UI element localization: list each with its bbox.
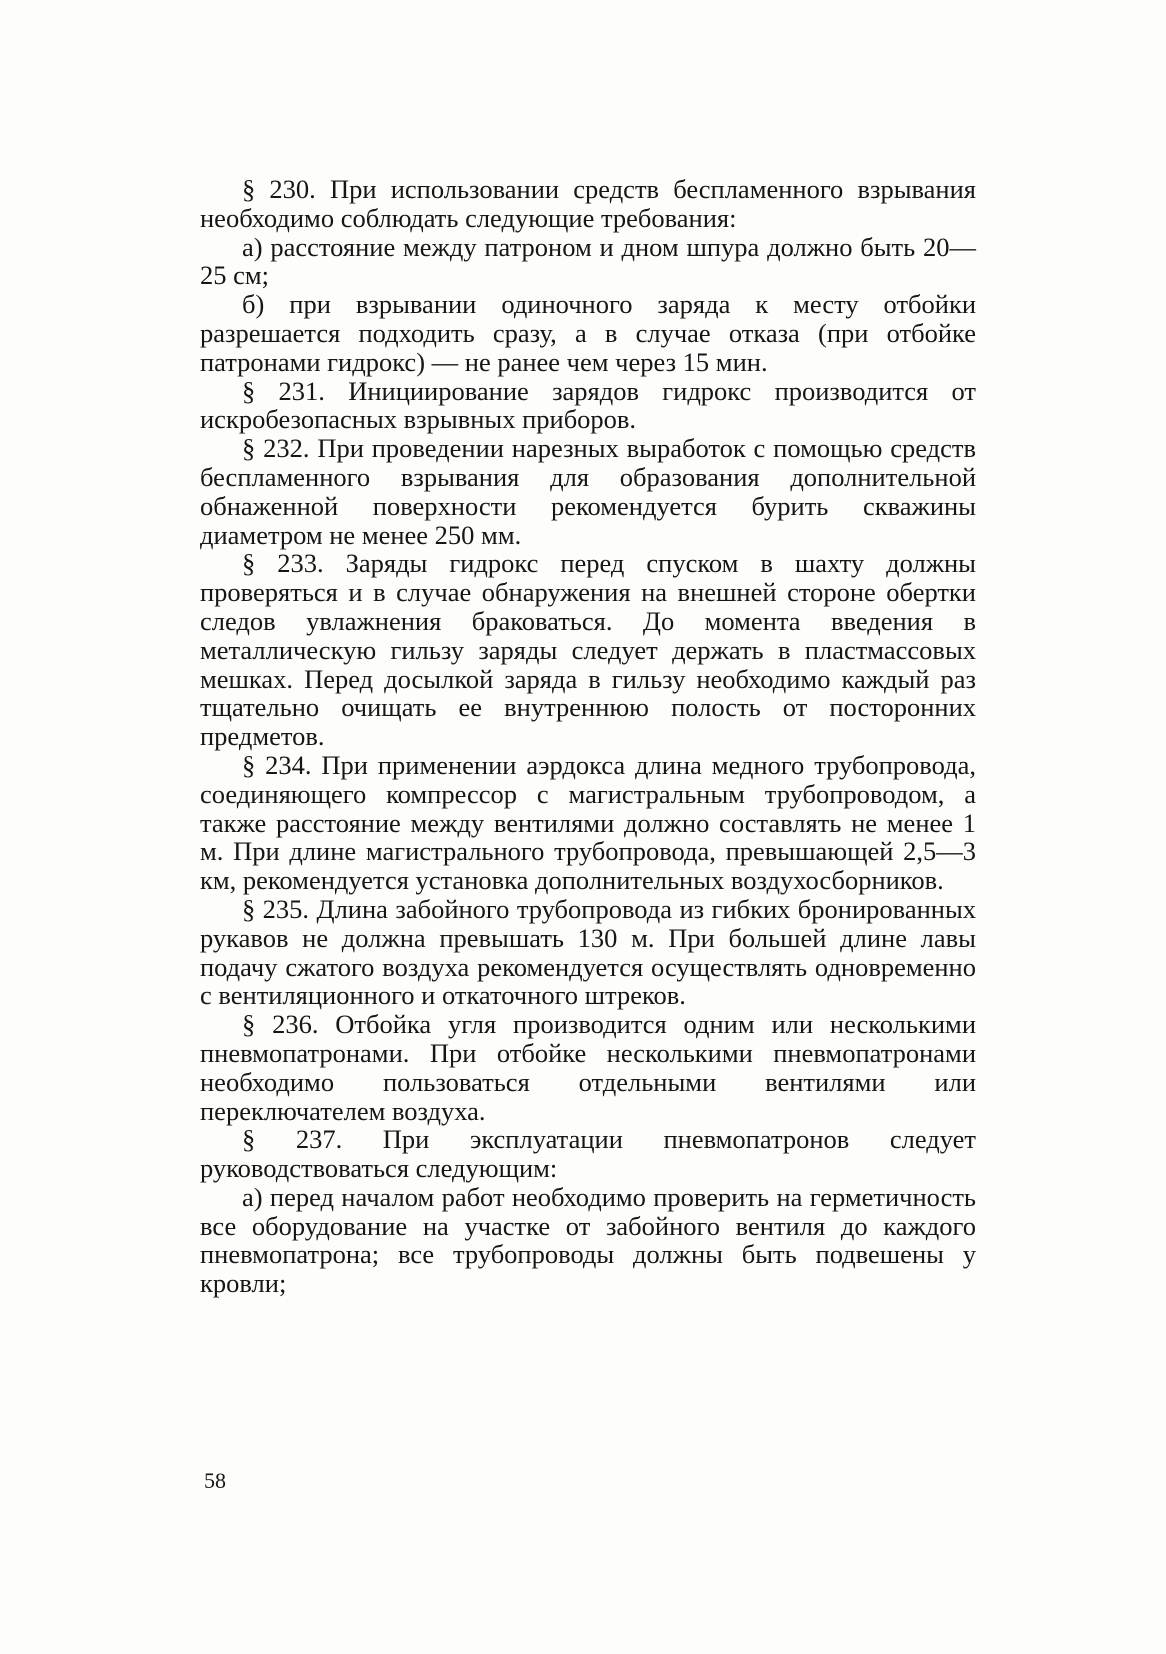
paragraph-233: § 233. Заряды гидрокс перед спуском в шахту должны проверяться и в случае обнаружения на внешней стороне обертки следов увлажнения браковаться. До момента введения в металлическую гильзу заряды следует держать в пластмассовых мешках. Перед досылкой заряда в гильзу необходимо каждый раз тщательно очищать ее внутреннюю полость от посторонних предметов. [200, 548, 976, 752]
body-text [200, 175, 976, 1298]
paragraph-234: § 234. При применении аэрдокса длина медного трубопровода, соединяющего компрессор с магистральным трубопроводом, а также расстояние между вентилями должно составлять не менее 1 м. При длине магистрального трубопровода, превышающей 2,5—3 км, рекомендуется установка дополнительных воздухосборников. [200, 749, 976, 896]
paragraph-231: § 231. Инициирование зарядов гидрокс производится от искробезопасных взрывных приборов. [200, 375, 976, 435]
paragraph-230: § 230. При использовании средств беспламенного взрывания необходимо соблюдать следующие требования: [200, 174, 976, 233]
paragraph-232: § 232. При проведении нарезных выработок с помощью средств беспламенного взрывания для образования дополнительной обнаженной поверхности рекомендуется бурить скважины диаметром не менее 250 мм. [200, 433, 976, 550]
page-number: 58 [204, 1468, 226, 1493]
paragraph-237: § 237. При эксплуатации пневмопатронов следует руководствоваться следующим: [200, 1124, 976, 1184]
paragraph-235: § 235. Длина забойного трубопровода из гибких бронированных рукавов не должна превышать 130 м. При большей длине лавы подачу сжатого воздуха рекомендуется осуществлять одновременно с вентиляционного и откаточного штреков. [200, 893, 976, 1011]
paragraph-230-item-a: а) расстояние между патроном и дном шпура должно быть 20—25 см; [200, 231, 976, 291]
paragraph-236: § 236. Отбойка угля производится одним или несколькими пневмопатронами. При отбойке несколькими пневмопатронами необходимо пользоваться отдельными вентилями или переключателем воздуха. [200, 1009, 976, 1126]
paragraph-230-item-b: б) при взрывании одиночного заряда к месту отбойки разрешается подходить сразу, а в случае отказа (при отбойке патронами гидрокс) — не ранее чем через 15 мин. [200, 289, 976, 377]
paragraph-237-item-a: а) перед началом работ необходимо проверить на герметичность все оборудование на участке от забойного вентиля до каждого пневмопатрона; все трубопроводы должны быть подвешены у кровли; [200, 1181, 976, 1299]
